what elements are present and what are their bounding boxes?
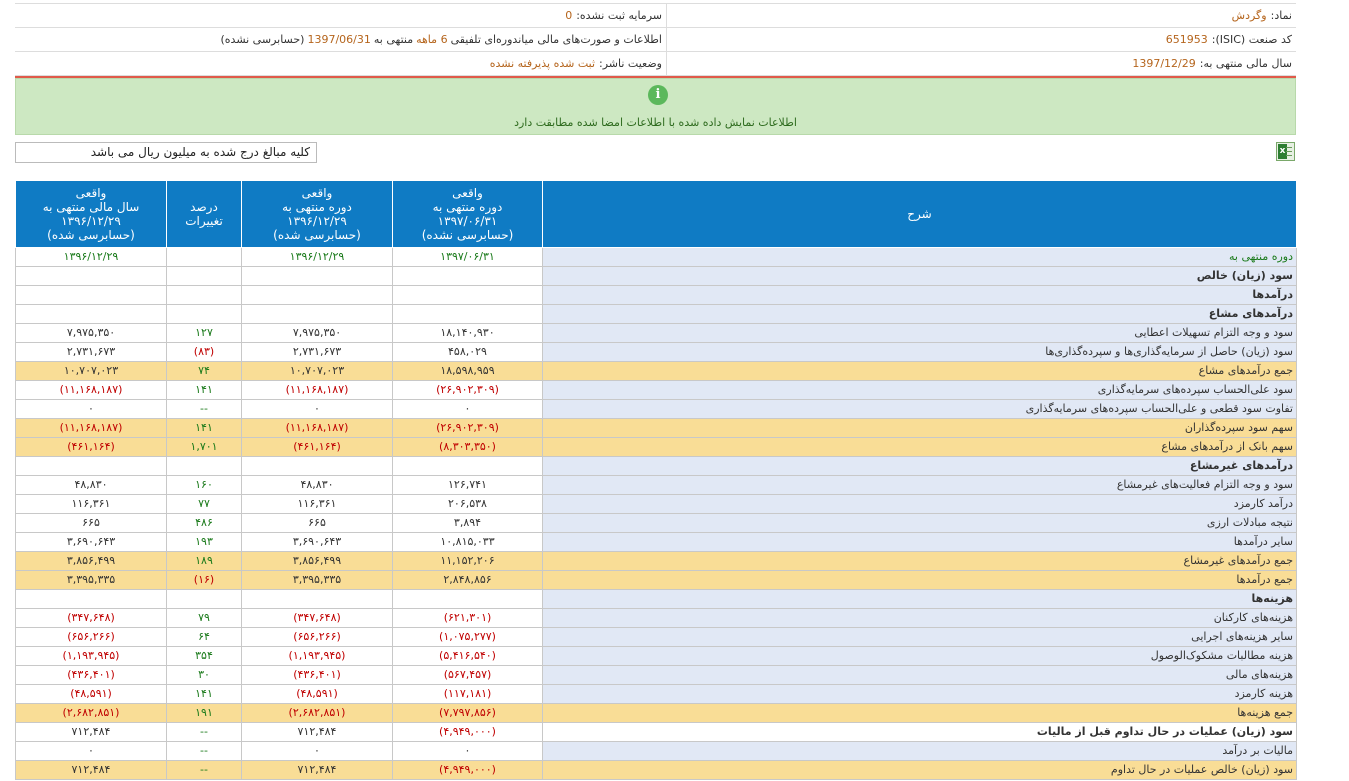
cell-prior-period: ۲,۷۳۱,۶۷۳ <box>242 343 393 362</box>
table-row <box>16 381 1297 400</box>
header-row-isic <box>15 28 1296 52</box>
cell-prior-period: ۴۸,۸۳۰ <box>242 476 393 495</box>
table-row <box>16 742 1297 761</box>
cell-prior-period <box>242 286 393 305</box>
table-row <box>16 400 1297 419</box>
cell-description: جمع درآمدها <box>543 571 1297 590</box>
cell-prior-period: ۳,۶۹۰,۶۴۳ <box>242 533 393 552</box>
table-row <box>16 533 1297 552</box>
table-row <box>16 590 1297 609</box>
table-header-row <box>16 181 1297 248</box>
cell-annual: ۴۸,۸۳۰ <box>16 476 167 495</box>
cell-description: سود (زیان) حاصل از سرمایه‌گذاری‌ها و سپرده‌گذاری‌ها <box>543 343 1297 362</box>
info-icon: i <box>648 85 668 105</box>
table-row <box>16 438 1297 457</box>
cell-current-period: ۱۰,۸۱۵,۰۳۳ <box>393 533 543 552</box>
cell-prior-period: (۱۱,۱۶۸,۱۸۷) <box>242 419 393 438</box>
cell-current-period: (۶۲۱,۳۰۱) <box>393 609 543 628</box>
cell-change-percent: ۷۴ <box>167 362 242 381</box>
cell-annual: (۴۳۶,۴۰۱) <box>16 666 167 685</box>
cell-description: سهم سود سپرده‌گذاران <box>543 419 1297 438</box>
cell-change-percent <box>167 590 242 609</box>
cell-current-period <box>393 590 543 609</box>
cell-current-period <box>393 305 543 324</box>
table-row <box>16 609 1297 628</box>
cell-prior-period: (۴۶۱,۱۶۴) <box>242 438 393 457</box>
capital-label: سرمایه ثبت نشده: <box>576 9 662 22</box>
cell-change-percent: ۱۹۱ <box>167 704 242 723</box>
cell-description: هزینه‌های مالی <box>543 666 1297 685</box>
cell-change-percent: ۳۵۴ <box>167 647 242 666</box>
cell-annual <box>16 286 167 305</box>
cell-prior-period: ۳,۸۵۶,۴۹۹ <box>242 552 393 571</box>
cell-description: نتیجه مبادلات ارزی <box>543 514 1297 533</box>
cell-change-percent: ۱۲۷ <box>167 324 242 343</box>
cell-prior-period: ۷۱۲,۴۸۴ <box>242 723 393 742</box>
cell-prior-period: (۳۴۷,۶۴۸) <box>242 609 393 628</box>
cell-change-percent <box>167 457 242 476</box>
cell-description: هزینه کارمزد <box>543 685 1297 704</box>
cell-description: درآمدهای غیرمشاع <box>543 457 1297 476</box>
table-row <box>16 552 1297 571</box>
cell-prior-period: ۱۳۹۶/۱۲/۲۹ <box>242 248 393 267</box>
cell-current-period: (۱,۰۷۵,۲۷۷) <box>393 628 543 647</box>
cell-prior-period: ۱۱۶,۳۶۱ <box>242 495 393 514</box>
cell-current-period: ۱۱,۱۵۲,۲۰۶ <box>393 552 543 571</box>
cell-change-percent: ۷۹ <box>167 609 242 628</box>
table-row <box>16 457 1297 476</box>
cell-prior-period <box>242 305 393 324</box>
table-row <box>16 286 1297 305</box>
cell-annual <box>16 305 167 324</box>
cell-annual: ۳,۶۹۰,۶۴۳ <box>16 533 167 552</box>
alert-text: اطلاعات نمایش داده شده با اطلاعات امضا شده مطابقت دارد <box>514 116 797 129</box>
cell-annual <box>16 457 167 476</box>
cell-current-period: ۲,۸۴۸,۸۵۶ <box>393 571 543 590</box>
cell-change-percent: ۶۴ <box>167 628 242 647</box>
table-row <box>16 362 1297 381</box>
audit-status: (حسابرسی نشده) <box>220 33 305 46</box>
table-row <box>16 305 1297 324</box>
cell-prior-period: ۱۰,۷۰۷,۰۲۳ <box>242 362 393 381</box>
cell-prior-period: (۲,۶۸۲,۸۵۱) <box>242 704 393 723</box>
cell-annual: ۱۳۹۶/۱۲/۲۹ <box>16 248 167 267</box>
cell-change-percent: ۱,۷۰۱ <box>167 438 242 457</box>
cell-description: سود و وجه التزام تسهیلات اعطایی <box>543 324 1297 343</box>
cell-description: تفاوت سود قطعی و علی‌الحساب سپرده‌های سرمایه‌گذاری <box>543 400 1297 419</box>
cell-description: سود (زیان) خالص <box>543 267 1297 286</box>
cell-change-percent: ۱۴۱ <box>167 419 242 438</box>
publisher-status-value: ثبت شده پذیرفته نشده <box>489 57 596 70</box>
cell-prior-period: ۳,۳۹۵,۳۳۵ <box>242 571 393 590</box>
cell-current-period: (۴,۹۴۹,۰۰۰) <box>393 723 543 742</box>
cell-change-percent: -- <box>167 400 242 419</box>
cell-change-percent: ۷۷ <box>167 495 242 514</box>
cell-annual: (۱,۱۹۳,۹۴۵) <box>16 647 167 666</box>
cell-description: درآمد کارمزد <box>543 495 1297 514</box>
table-row <box>16 628 1297 647</box>
cell-change-percent: (۸۳) <box>167 343 242 362</box>
cell-current-period: ۳,۸۹۴ <box>393 514 543 533</box>
cell-annual: (۱۱,۱۶۸,۱۸۷) <box>16 419 167 438</box>
cell-description: درآمدها <box>543 286 1297 305</box>
fiscal-year-label: سال مالی منتهی به: <box>1199 57 1292 70</box>
header-row-fiscal <box>15 52 1296 76</box>
cell-description: سود و وجه التزام فعالیت‌های غیرمشاع <box>543 476 1297 495</box>
cell-description: هزینه‌ها <box>543 590 1297 609</box>
col-header-prior-period[interactable]: واقعی دوره منتهی به ۱۳۹۶/۱۲/۲۹ (حسابرسی شده) <box>242 181 393 248</box>
cell-prior-period: (۱,۱۹۳,۹۴۵) <box>242 647 393 666</box>
cell-annual: ۱۰,۷۰۷,۰۲۳ <box>16 362 167 381</box>
table-row <box>16 571 1297 590</box>
cell-current-period: (۵۶۷,۴۵۷) <box>393 666 543 685</box>
cell-annual: ۰ <box>16 400 167 419</box>
cell-description: سود علی‌الحساب سپرده‌های سرمایه‌گذاری <box>543 381 1297 400</box>
table-row <box>16 495 1297 514</box>
cell-current-period: ۱۳۹۷/۰۶/۳۱ <box>393 248 543 267</box>
cell-description: هزینه‌های کارکنان <box>543 609 1297 628</box>
cell-change-percent: -- <box>167 723 242 742</box>
cell-change-percent <box>167 286 242 305</box>
cell-current-period: ۴۵۸,۰۲۹ <box>393 343 543 362</box>
cell-annual: (۳۴۷,۶۴۸) <box>16 609 167 628</box>
symbol-label: نماد: <box>1270 9 1292 22</box>
table-row <box>16 723 1297 742</box>
cell-description: سود (زیان) خالص عملیات در حال تداوم <box>543 761 1297 780</box>
report-header <box>15 3 1296 76</box>
col-header-current-period[interactable]: واقعی دوره منتهی به ۱۳۹۷/۰۶/۳۱ (حسابرسی نشده) <box>393 181 543 248</box>
cell-annual: ۰ <box>16 742 167 761</box>
cell-current-period: ۰ <box>393 742 543 761</box>
cell-current-period: ۱۲۶,۷۴۱ <box>393 476 543 495</box>
table-row <box>16 343 1297 362</box>
cell-annual: ۶۶۵ <box>16 514 167 533</box>
table-row <box>16 267 1297 286</box>
cell-current-period: ۲۰۶,۵۳۸ <box>393 495 543 514</box>
cell-current-period: (۴,۹۴۹,۰۰۰) <box>393 761 543 780</box>
cell-annual <box>16 267 167 286</box>
cell-current-period <box>393 457 543 476</box>
cell-prior-period: ۶۶۵ <box>242 514 393 533</box>
cell-change-percent: ۴۸۶ <box>167 514 242 533</box>
cell-current-period: (۷,۷۹۷,۸۵۶) <box>393 704 543 723</box>
cell-prior-period <box>242 590 393 609</box>
cell-prior-period: (۶۵۶,۲۶۶) <box>242 628 393 647</box>
cell-annual: (۲,۶۸۲,۸۵۱) <box>16 704 167 723</box>
col-header-change-percent[interactable]: درصد تغییرات <box>167 181 242 248</box>
cell-prior-period: (۱۱,۱۶۸,۱۸۷) <box>242 381 393 400</box>
cell-description: سایر هزینه‌های اجرایی <box>543 628 1297 647</box>
capital-value: 0 <box>565 9 573 22</box>
cell-current-period: (۲۶,۹۰۲,۳۰۹) <box>393 419 543 438</box>
cell-current-period: ۰ <box>393 400 543 419</box>
report-info: اطلاعات و صورت‌های مالی میاندوره‌ای تلفیقی 6 ماهه منتهی به 1397/06/31 (حسابرسی نشده) <box>220 33 662 46</box>
cell-change-percent: ۱۸۹ <box>167 552 242 571</box>
cell-prior-period <box>242 457 393 476</box>
cell-annual: ۳,۳۹۵,۳۳۵ <box>16 571 167 590</box>
cell-description: جمع هزینه‌ها <box>543 704 1297 723</box>
cell-annual: ۱۱۶,۳۶۱ <box>16 495 167 514</box>
cell-change-percent: (۱۶) <box>167 571 242 590</box>
cell-prior-period: ۰ <box>242 742 393 761</box>
table-row <box>16 647 1297 666</box>
table-row <box>16 514 1297 533</box>
cell-description: مالیات بر درآمد <box>543 742 1297 761</box>
cell-current-period: (۲۶,۹۰۲,۳۰۹) <box>393 381 543 400</box>
isic-label: کد صنعت (ISIC): <box>1211 33 1292 46</box>
unit-note: کلیه مبالغ درج شده به میلیون ریال می باشد <box>15 142 317 163</box>
table-row <box>16 248 1297 267</box>
cell-annual: ۷۱۲,۴۸۴ <box>16 761 167 780</box>
cell-change-percent: ۳۰ <box>167 666 242 685</box>
report-period: 6 ماهه <box>416 33 448 46</box>
cell-change-percent: ۱۹۳ <box>167 533 242 552</box>
cell-description: دوره منتهی به <box>543 248 1297 267</box>
cell-change-percent <box>167 248 242 267</box>
cell-description: درآمدهای مشاع <box>543 305 1297 324</box>
cell-description: جمع درآمدهای غیرمشاع <box>543 552 1297 571</box>
isic-value: 651953 <box>1165 33 1208 46</box>
table-row <box>16 761 1297 780</box>
cell-current-period: (۱۱۷,۱۸۱) <box>393 685 543 704</box>
col-header-description[interactable]: شرح <box>543 181 1297 248</box>
cell-description: سود (زیان) عملیات در حال تداوم قبل از مالیات <box>543 723 1297 742</box>
cell-annual: ۳,۸۵۶,۴۹۹ <box>16 552 167 571</box>
cell-change-percent <box>167 267 242 286</box>
excel-export-icon[interactable]: x <box>1276 142 1295 161</box>
verification-alert <box>15 78 1296 135</box>
cell-annual: (۴۶۱,۱۶۴) <box>16 438 167 457</box>
cell-current-period <box>393 286 543 305</box>
cell-annual: (۶۵۶,۲۶۶) <box>16 628 167 647</box>
cell-annual <box>16 590 167 609</box>
publisher-status-label: وضعیت ناشر: <box>599 57 662 70</box>
cell-change-percent: ۱۴۱ <box>167 685 242 704</box>
cell-description: هزینه مطالبات مشکوک‌الوصول <box>543 647 1297 666</box>
cell-current-period: ۱۸,۱۴۰,۹۳۰ <box>393 324 543 343</box>
table-row <box>16 419 1297 438</box>
cell-prior-period: ۰ <box>242 400 393 419</box>
cell-annual: ۲,۷۳۱,۶۷۳ <box>16 343 167 362</box>
cell-prior-period: ۷۱۲,۴۸۴ <box>242 761 393 780</box>
cell-description: جمع درآمدهای مشاع <box>543 362 1297 381</box>
report-date: 1397/06/31 <box>307 33 371 46</box>
header-row-symbol <box>15 4 1296 28</box>
cell-description: سایر درآمدها <box>543 533 1297 552</box>
cell-change-percent: ۱۶۰ <box>167 476 242 495</box>
table-row <box>16 476 1297 495</box>
financial-table <box>15 180 1297 780</box>
cell-prior-period: (۴۸,۵۹۱) <box>242 685 393 704</box>
cell-annual: ۷۱۲,۴۸۴ <box>16 723 167 742</box>
cell-description: سهم بانک از درآمدهای مشاع <box>543 438 1297 457</box>
cell-annual: (۱۱,۱۶۸,۱۸۷) <box>16 381 167 400</box>
cell-prior-period <box>242 267 393 286</box>
cell-current-period: (۸,۳۰۳,۳۵۰) <box>393 438 543 457</box>
table-row <box>16 324 1297 343</box>
cell-change-percent: -- <box>167 742 242 761</box>
cell-prior-period: ۷,۹۷۵,۳۵۰ <box>242 324 393 343</box>
table-row <box>16 666 1297 685</box>
col-header-annual[interactable]: واقعی سال مالی منتهی به ۱۳۹۶/۱۲/۲۹ (حسابرسی شده) <box>16 181 167 248</box>
cell-current-period: (۵,۴۱۶,۵۴۰) <box>393 647 543 666</box>
cell-change-percent: -- <box>167 761 242 780</box>
cell-change-percent: ۱۴۱ <box>167 381 242 400</box>
cell-annual: (۴۸,۵۹۱) <box>16 685 167 704</box>
cell-current-period <box>393 267 543 286</box>
cell-current-period: ۱۸,۵۹۸,۹۵۹ <box>393 362 543 381</box>
cell-prior-period: (۴۳۶,۴۰۱) <box>242 666 393 685</box>
symbol-link[interactable]: وگردش <box>1231 9 1267 22</box>
cell-change-percent <box>167 305 242 324</box>
cell-annual: ۷,۹۷۵,۳۵۰ <box>16 324 167 343</box>
fiscal-year-value: 1397/12/29 <box>1132 57 1196 70</box>
table-row <box>16 685 1297 704</box>
table-row <box>16 704 1297 723</box>
